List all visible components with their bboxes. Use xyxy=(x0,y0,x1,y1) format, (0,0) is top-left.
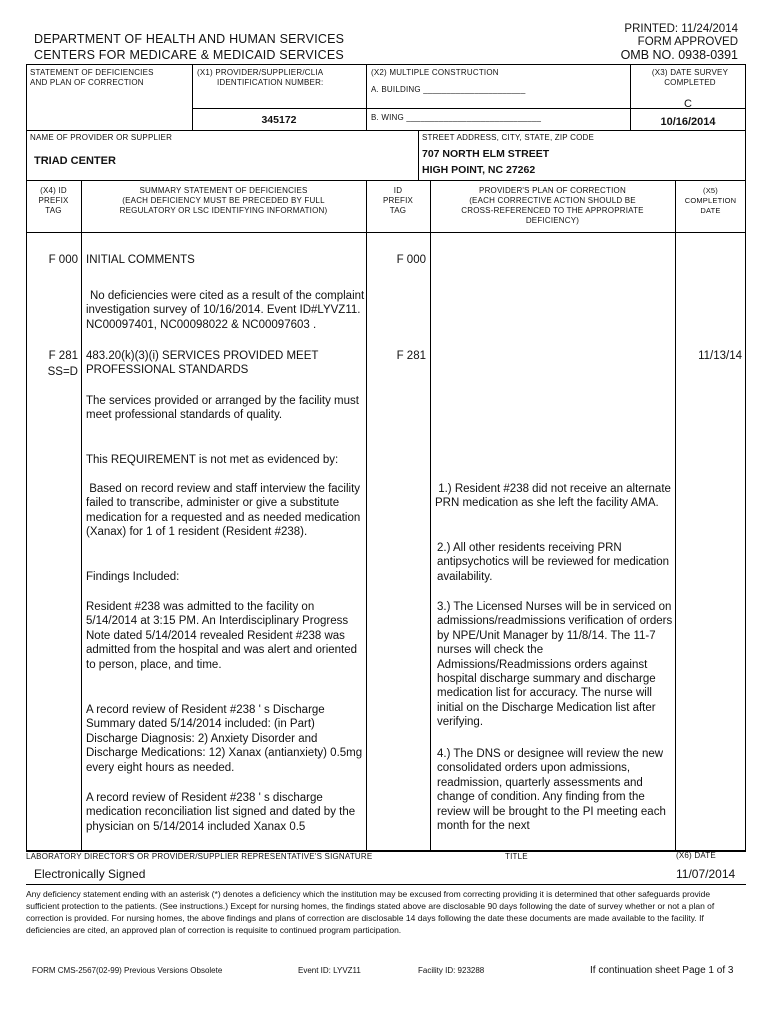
completion-date: 11/13/14 xyxy=(698,350,742,362)
x6-date-label: (X6) DATE xyxy=(676,851,716,860)
id-prefix-header: ID PREFIX TAG xyxy=(382,186,414,215)
correction-item-1: 1.) Resident #238 did not receive an alternate PRN medication as she left the facility AMA. xyxy=(435,483,675,510)
signature-label: LABORATORY DIRECTOR'S OR PROVIDER/SUPPLIER REPRESENTATIVE'S SIGNATURE xyxy=(26,852,373,861)
x1-label: (X1) PROVIDER/SUPPLIER/CLIA IDENTIFICATION NUMBER: xyxy=(197,68,324,87)
correction-item-3: 3.) The Licensed Nurses will be in serviced on admissions/readmissions verification of orders by NPE/Unit Manager by 11/8/14. The 11-7 nurses will check the Admissions/Readmissions orders against hospital discharge summary and discharge medication list for accuracy. The nurse will initial on the Discharge Medication list after verifying. xyxy=(437,601,673,729)
omb-number: OMB NO. 0938-0391 xyxy=(620,48,738,62)
tag-f000-right: F 000 xyxy=(396,254,426,266)
department-name: DEPARTMENT OF HEALTH AND HUMAN SERVICES xyxy=(34,32,345,46)
provider-name-label: NAME OF PROVIDER OR SUPPLIER xyxy=(30,133,173,142)
tag-f281-right: F 281 xyxy=(396,350,426,362)
survey-completed-date: 10/16/2014 xyxy=(660,116,716,128)
x2-label: (X2) MULTIPLE CONSTRUCTION xyxy=(371,68,499,77)
x3-label: (X3) DATE SURVEY COMPLETED xyxy=(651,68,729,87)
centers-name: CENTERS FOR MEDICARE & MEDICAID SERVICES xyxy=(34,48,344,62)
facility-id: Facility ID: 923288 xyxy=(418,966,485,975)
admission-paragraph: Resident #238 was admitted to the facility on 5/14/2014 at 3:15 PM. An Interdisciplinary Progress Note dated 5/14/2014 revealed Resident #238 was admitted from the hospital and was alert and oriented to person, place, and time. xyxy=(86,601,358,671)
x4-header: (X4) ID PREFIX TAG xyxy=(38,186,69,215)
disclaimer-text: Any deficiency statement ending with an asterisk (*) denotes a deficiency which the institution may be excused from correcting providing it is determined that other safeguards provide sufficient protection to the patients. (See instructions.) Except for nursing homes, the findings stated above are disclosable 90 days following the date of survey whether or not a plan of correction is provided. For nursing homes, the above findings and plans of correction are disclosable 14 days following the date these documents are made available to the facility. If deficiencies are cited, an approved plan of correction is requisite to continued program participation. xyxy=(26,889,715,935)
findings-heading: Findings Included: xyxy=(86,571,180,583)
record-review-paragraph: Based on record review and staff interview the facility failed to transcribe, administer or give a substitute medication for a requested and as needed medication (Xanax) for 1 of 1 resident (Resident #238). xyxy=(86,483,364,539)
survey-code: C xyxy=(684,98,692,110)
provider-name: TRIAD CENTER xyxy=(34,155,116,167)
tag-f281-left: F 281 xyxy=(48,350,78,362)
page-indicator: If continuation sheet Page 1 of 3 xyxy=(590,965,734,976)
city-state-zip: HIGH POINT, NC 27262 xyxy=(422,164,536,176)
form-number: FORM CMS-2567(02-99) Previous Versions Obsolete xyxy=(32,966,223,975)
correction-item-2: 2.) All other residents receiving PRN antipsychotics will be reviewed for medication availability. xyxy=(437,542,670,583)
f281-title: 483.20(k)(3)(i) SERVICES PROVIDED MEET PROFESSIONAL STANDARDS xyxy=(86,350,319,377)
plan-header: PROVIDER'S PLAN OF CORRECTION (EACH CORRECTIVE ACTION SHOULD BE CROSS-REFERENCED TO THE APPROPRIATE DEFICIENCY) xyxy=(461,186,644,225)
wing-field: B. WING _____________________________ xyxy=(371,113,542,122)
standards-paragraph: The services provided or arranged by the facility must meet professional standards of quality. xyxy=(86,395,359,422)
event-id: Event ID: LYVZ11 xyxy=(298,966,361,975)
tag-f000-left: F 000 xyxy=(48,254,78,266)
completion-header: (X5) COMPLETION DATE xyxy=(684,186,737,215)
form-status xyxy=(621,23,738,62)
building-field: A. BUILDING ______________________ xyxy=(371,85,526,94)
address-label: STREET ADDRESS, CITY, STATE, ZIP CODE xyxy=(422,133,595,142)
printed-date: PRINTED: 11/24/2014 xyxy=(624,23,738,35)
discharge-summary-paragraph: A record review of Resident #238 ' s Discharge Summary dated 5/14/2014 included: (in Part) Discharge Diagnosis: 2) Anxiety Disorder and Discharge Medications: 12) Xanax (antianxiety) 0.5mg every eight hours as needed. xyxy=(86,704,363,774)
signature-value: Electronically Signed xyxy=(34,867,146,881)
agency-header xyxy=(34,31,344,63)
scope-severity: SS=D xyxy=(47,366,78,378)
statement-label: STATEMENT OF DEFICIENCIES AND PLAN OF CORRECTION xyxy=(30,68,154,87)
initial-comments-heading: INITIAL COMMENTS xyxy=(86,254,195,266)
reconciliation-paragraph: A record review of Resident #238 ' s discharge medication reconciliation list signed and dated by the physician on 5/14/2014 included Xanax 0.5 xyxy=(86,792,356,833)
street-address: 707 NORTH ELM STREET xyxy=(422,148,550,160)
no-deficiencies-paragraph: No deficiencies were cited as a result of the complaint investigation survey of 10/16/2014. Event ID#LYVZ11. NC00097401, NC00098022 & NC00097603 . xyxy=(86,290,365,331)
form-approved: FORM APPROVED xyxy=(637,36,738,48)
signature-date: 11/07/2014 xyxy=(676,867,736,881)
provider-id-number: 345172 xyxy=(261,114,297,126)
correction-item-4: 4.) The DNS or designee will review the new consolidated orders upon admissions, readmission, quarterly assessments and change of condition. Any finding from the review will be brought to the PI meeting each month for the next xyxy=(437,748,666,833)
title-label: TITLE xyxy=(505,852,528,861)
requirement-paragraph: This REQUIREMENT is not met as evidenced by: xyxy=(86,454,339,466)
summary-header: SUMMARY STATEMENT OF DEFICIENCIES (EACH DEFICIENCY MUST BE PRECEDED BY FULL REGULATORY OR LSC IDENTIFYING INFORMATION) xyxy=(119,186,328,215)
